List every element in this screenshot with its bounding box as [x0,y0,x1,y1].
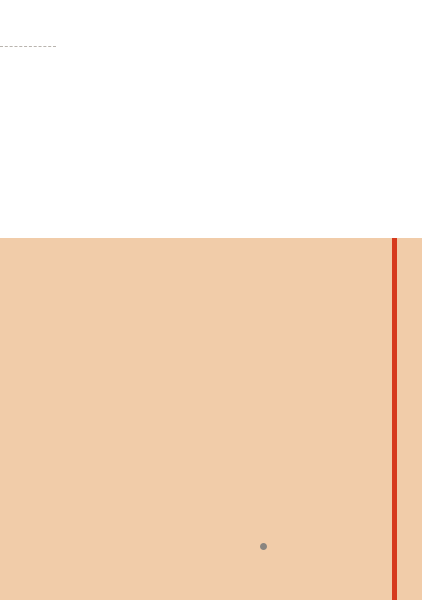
author-credit [260,543,272,550]
sidebar-accent-bar [392,238,397,600]
bullet-icon [260,543,267,550]
top-left-dashed-rule [0,46,56,47]
issue-date [413,293,422,363]
author-note-panel [0,238,392,600]
magazine-title [396,446,414,516]
